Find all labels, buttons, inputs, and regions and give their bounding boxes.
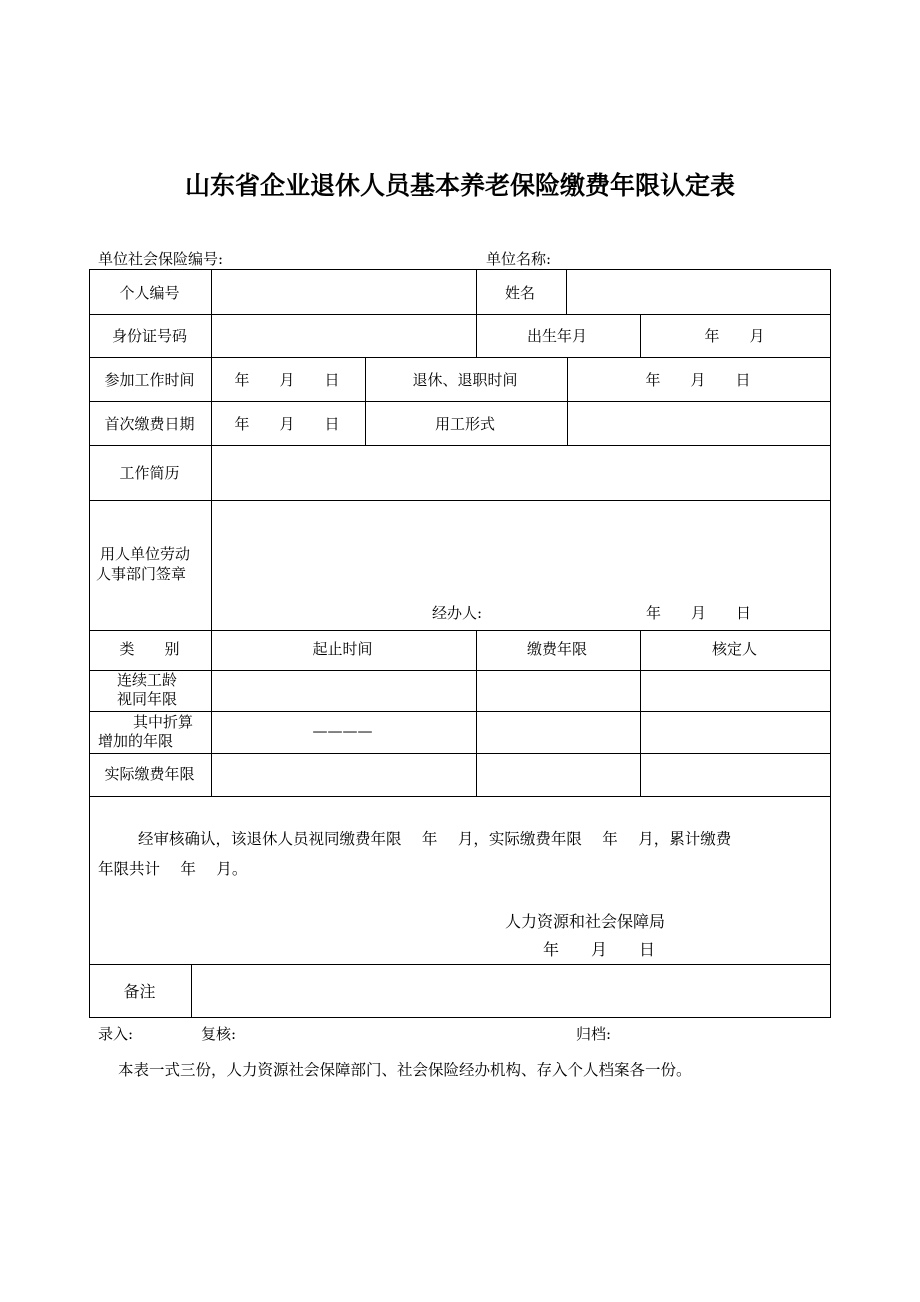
page-title: 山东省企业退休人员基本养老保险缴费年限认定表 — [184, 171, 735, 200]
employment-form-field[interactable] — [567, 402, 829, 444]
id-card-label: 身份证号码 — [111, 327, 187, 345]
name-label: 姓名 — [504, 284, 535, 302]
employment-form-label: 用工形式 — [434, 415, 495, 433]
converted-period-dash: ———— — [312, 722, 373, 740]
unit-name-label: 单位名称: — [486, 250, 552, 268]
birth-label: 出生年月 — [526, 327, 587, 345]
confirm-line1: 经审核确认，该退休人员视同缴费年限 年 月，实际缴费年限 年 月，累计缴费 — [138, 830, 732, 848]
confirm-line2: 年限共计 年 月。 — [98, 860, 248, 878]
archive-label: 归档: — [576, 1025, 612, 1043]
period-header: 起止时间 — [312, 640, 373, 658]
converted-years-line2: 增加的年限 — [98, 732, 174, 750]
resume-field[interactable] — [211, 446, 829, 498]
actual-years-label: 实际缴费年限 — [104, 765, 195, 783]
remarks-field[interactable] — [191, 965, 829, 1017]
first-pay-label: 首次缴费日期 — [104, 415, 195, 433]
confirm-org: 人力资源和社会保障局 — [505, 912, 666, 931]
continuous-years-line1: 连续工龄 — [117, 671, 178, 689]
name-field[interactable] — [566, 270, 829, 313]
first-pay-value: 年 月 日 — [234, 415, 340, 433]
seal-label-line2: 人事部门签章 — [96, 565, 187, 583]
unit-code-label: 单位社会保险编号: — [98, 250, 224, 268]
continuous-years-line2: 视同年限 — [117, 690, 178, 708]
confirm-date: 年 月 日 — [543, 940, 656, 959]
handler-label: 经办人: — [432, 604, 483, 622]
review-label: 复核: — [201, 1025, 237, 1043]
category-header: 类 别 — [119, 640, 180, 658]
personal-id-label: 个人编号 — [119, 284, 180, 302]
personal-id-field[interactable] — [211, 270, 475, 313]
work-start-label: 参加工作时间 — [104, 371, 195, 389]
retire-time-value: 年 月 日 — [645, 371, 751, 389]
birth-value: 年 月 — [704, 327, 765, 345]
id-card-field[interactable] — [211, 314, 475, 356]
converted-years-line1: 其中折算 — [133, 713, 194, 731]
remarks-label: 备注 — [123, 982, 156, 1001]
retire-time-label: 退休、退职时间 — [412, 371, 518, 389]
footer-note: 本表一式三份，人力资源社会保障部门、社会保险经办机构、存入个人档案各一份。 — [118, 1061, 692, 1079]
handler-date: 年 月 日 — [646, 604, 752, 622]
resume-label: 工作简历 — [119, 464, 180, 482]
seal-label-line1: 用人单位劳动 — [100, 545, 191, 563]
work-start-value: 年 月 日 — [234, 371, 340, 389]
years-header: 缴费年限 — [526, 640, 587, 658]
approver-header: 核定人 — [711, 640, 757, 658]
entry-label: 录入: — [98, 1025, 134, 1043]
